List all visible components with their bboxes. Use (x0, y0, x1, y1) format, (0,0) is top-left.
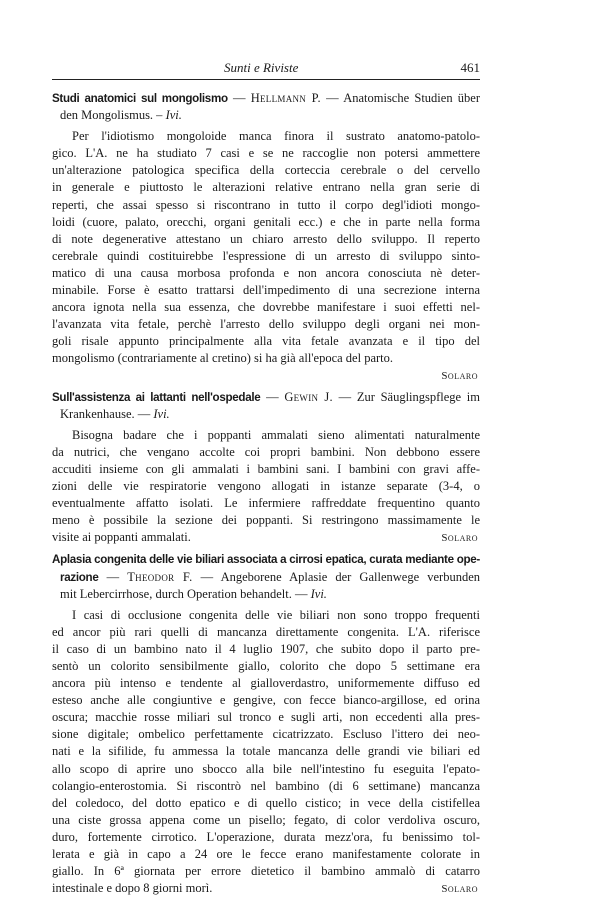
article-2-title: Sull'assistenza ai lattanti nell'ospedale (52, 390, 261, 404)
text-line: sione digitale; ombelico perfettamente cicatrizzato. Escluso l'ittero dei neo- (52, 727, 480, 742)
text-line: allo scopo di aprire uno sbocco alla bile nell'intestino fu eseguita l'epato- (52, 761, 480, 776)
article-1-source: Ivi. (165, 108, 182, 123)
article-1-title: Studi anatomici sul mongolismo (52, 92, 228, 105)
text-line: del coledoco, del dotto epatico e di quello cistico; in vece della cistifellea (52, 795, 480, 810)
text-line: sentò un colorito sensibilmente giallo, colorito che dopo 5 settimane era (52, 659, 480, 673)
text-line: eventualmente affatto isolati. Le infermiere raffreddate frequentino quanto (52, 496, 480, 511)
running-head (52, 58, 480, 78)
article-3-original-title: — Angeborene Aplasie der Gallenwege verbunden (192, 569, 480, 584)
article-3-source: Ivi. (310, 586, 327, 601)
page-body (52, 90, 480, 902)
text-line: I casi di occlusione congenita delle vie biliari non sono troppo frequenti (72, 607, 480, 622)
article-3-signature: Solaro (441, 883, 478, 896)
text-line: goli risale appunto principalmente alla vita fetale avanzata e il tipo del (52, 334, 480, 349)
article-3-original-title-cont: mit Lebercirrhose, durch Operation behandelt. — (60, 586, 311, 601)
article-3-author: Theodor F. (127, 569, 193, 584)
text-line: mongolismo (contrariamente al cretino) si ha già all'epoca del parto. (52, 351, 394, 366)
article-2-author: Gewin J. (284, 389, 333, 404)
text-line: accuditi insieme con gli ammalati i bambini sani. I bambini con gravi affe- (52, 461, 480, 476)
text-line: colangio-enterostomia. Si riscontrò nel bambino (di 6 settimane) mancanza (52, 778, 480, 793)
text-line: intestinale e dopo 8 giorni morì. (52, 881, 213, 896)
text-line: lerata e già in capo a 24 ore le fecce erano manifestamente colorate in (52, 847, 480, 862)
article-2-original-title: — Zur Säuglingspflege im (332, 389, 481, 404)
article-1-heading: Studi anatomici sul mongolismo — Hellmann P. — Anatomische Studien über den Mongolismus. – Ivi. (52, 91, 481, 123)
text-line: duro, fortemente cirrotico. L'operazione, durata mezz'ora, fu benissimo tol- (52, 829, 480, 844)
text-line: un'alterazione patologica specifica della corteccia cerebrale o del cervello (52, 163, 480, 178)
text-line: zioni delle vie respiratorie vengono allogati in istanze separate (3-4, o (52, 479, 480, 494)
article-3-title: Aplasia congenita delle vie biliari associata a cirrosi epatica, curata mediante ope- (52, 553, 480, 567)
article-2-original-title-cont: Krankenhause. — (60, 406, 154, 421)
article-3-title-cont: razione (60, 570, 99, 584)
article-3 (52, 551, 480, 898)
text-line: Per l'idiotismo mongoloide manca finora il sustrato anatomo-patolo- (72, 129, 480, 144)
text-line: loidi (cuore, palato, orecchi, organi genitali ecc.) e che in parte nella forma (52, 214, 480, 229)
article-2-source: Ivi. (153, 406, 170, 421)
text-line: esteso anche alle congiuntive e gengive, con fecce bianco-argillose, ed orina (52, 693, 480, 708)
running-head-title: Sunti e Riviste (224, 60, 299, 75)
page-number: 461 (460, 60, 480, 75)
text-line: di note degenerative attestano un chiaro arresto dello sviluppo. Il reperto (52, 231, 480, 246)
article-3-text (52, 607, 480, 899)
header-rule (52, 79, 480, 80)
article-2-signature: Solaro (441, 532, 478, 545)
article-1-original-title-cont: den Mongolismus. – (60, 108, 166, 123)
text-line: in generale e piuttosto le alterazioni relative entrano nella gran serie di (52, 180, 480, 195)
article-2-heading: Sull'assistenza ai lattanti nell'ospedale — Gewin J. — Zur Säuglingspflege im Krankenhause. — Ivi. (52, 389, 481, 421)
article-1-author: Hellmann P. (250, 91, 321, 105)
article-1-signature: Solaro (441, 369, 478, 382)
text-line: matico di una causa morbosa profonda e non ancora conosciuta nè deter- (52, 265, 480, 280)
text-line: ed ancor più rari quelli di mancanza direttamente congenita. L'A. riferisce (52, 624, 480, 639)
article-2 (52, 389, 480, 548)
text-line: ancora più intenso e tendente al gialloverdastro, uniformemente diffuso ed (52, 676, 480, 691)
article-1-original-title: — Anatomische Studien über (320, 91, 481, 105)
text-line: cerebrale quindi costituirebbe l'espressione di un arresto di sviluppo sinto- (52, 248, 480, 263)
article-2-text (52, 427, 480, 548)
text-line: meno è possibile la sezione dei poppanti. Si restringono massimamente le (52, 513, 480, 528)
text-line: oscura; macchie rosse miliari sul tronco e sugli arti, non eccedenti alla pres- (52, 710, 480, 725)
text-line: una ciste grossa appena come un pisello; fegato, di color verdoliva oscuro, (52, 812, 480, 827)
text-line: Bisogna badare che i poppanti ammalati sieno alimentati naturalmente (72, 427, 480, 442)
text-line: nati e la sifilide, fu ammessa la totale mancanza delle grandi vie biliari ed (52, 744, 480, 759)
text-line: giallo. In 6ª giornata per errore dietetico il bambino ammalò di catarro (52, 864, 480, 879)
text-line: l'avanzata vita fetale, perchè l'arresto dello sviluppo degli organi nei mon- (52, 317, 480, 332)
text-line: ancora ignota nella sua essenza, che dovrebbe manifestare i suoi effetti nel- (52, 300, 480, 315)
article-1 (52, 90, 480, 385)
text-line: gico. L'A. ne ha studiato 7 casi e se ne raccoglie non potersi ammettere (52, 146, 480, 161)
article-1-text (52, 128, 480, 384)
text-line: reperti, che assai spesso si riscontrano in tutto il corpo degl'idioti mongo- (52, 197, 480, 212)
text-line: il caso di un bambino nato il 4 luglio 1907, che subito dopo il parto pre- (52, 641, 480, 656)
text-line: visite ai poppanti ammalati. (52, 530, 191, 545)
article-3-heading: Aplasia congenita delle vie biliari associata a cirrosi epatica, curata mediante ope- razione — Theodor F. — Angeborene Aplasie der Gallenwege verbunden mit Lebercirrhose, durch Operation behandelt. — Ivi. (52, 553, 480, 601)
text-line: minabile. Forse è esatto trattarsi dell'impedimento di una secrezione interna (52, 283, 480, 298)
text-line: da nutrici, che vengano accolte coi propri bambini. Non debbono essere (52, 444, 480, 459)
